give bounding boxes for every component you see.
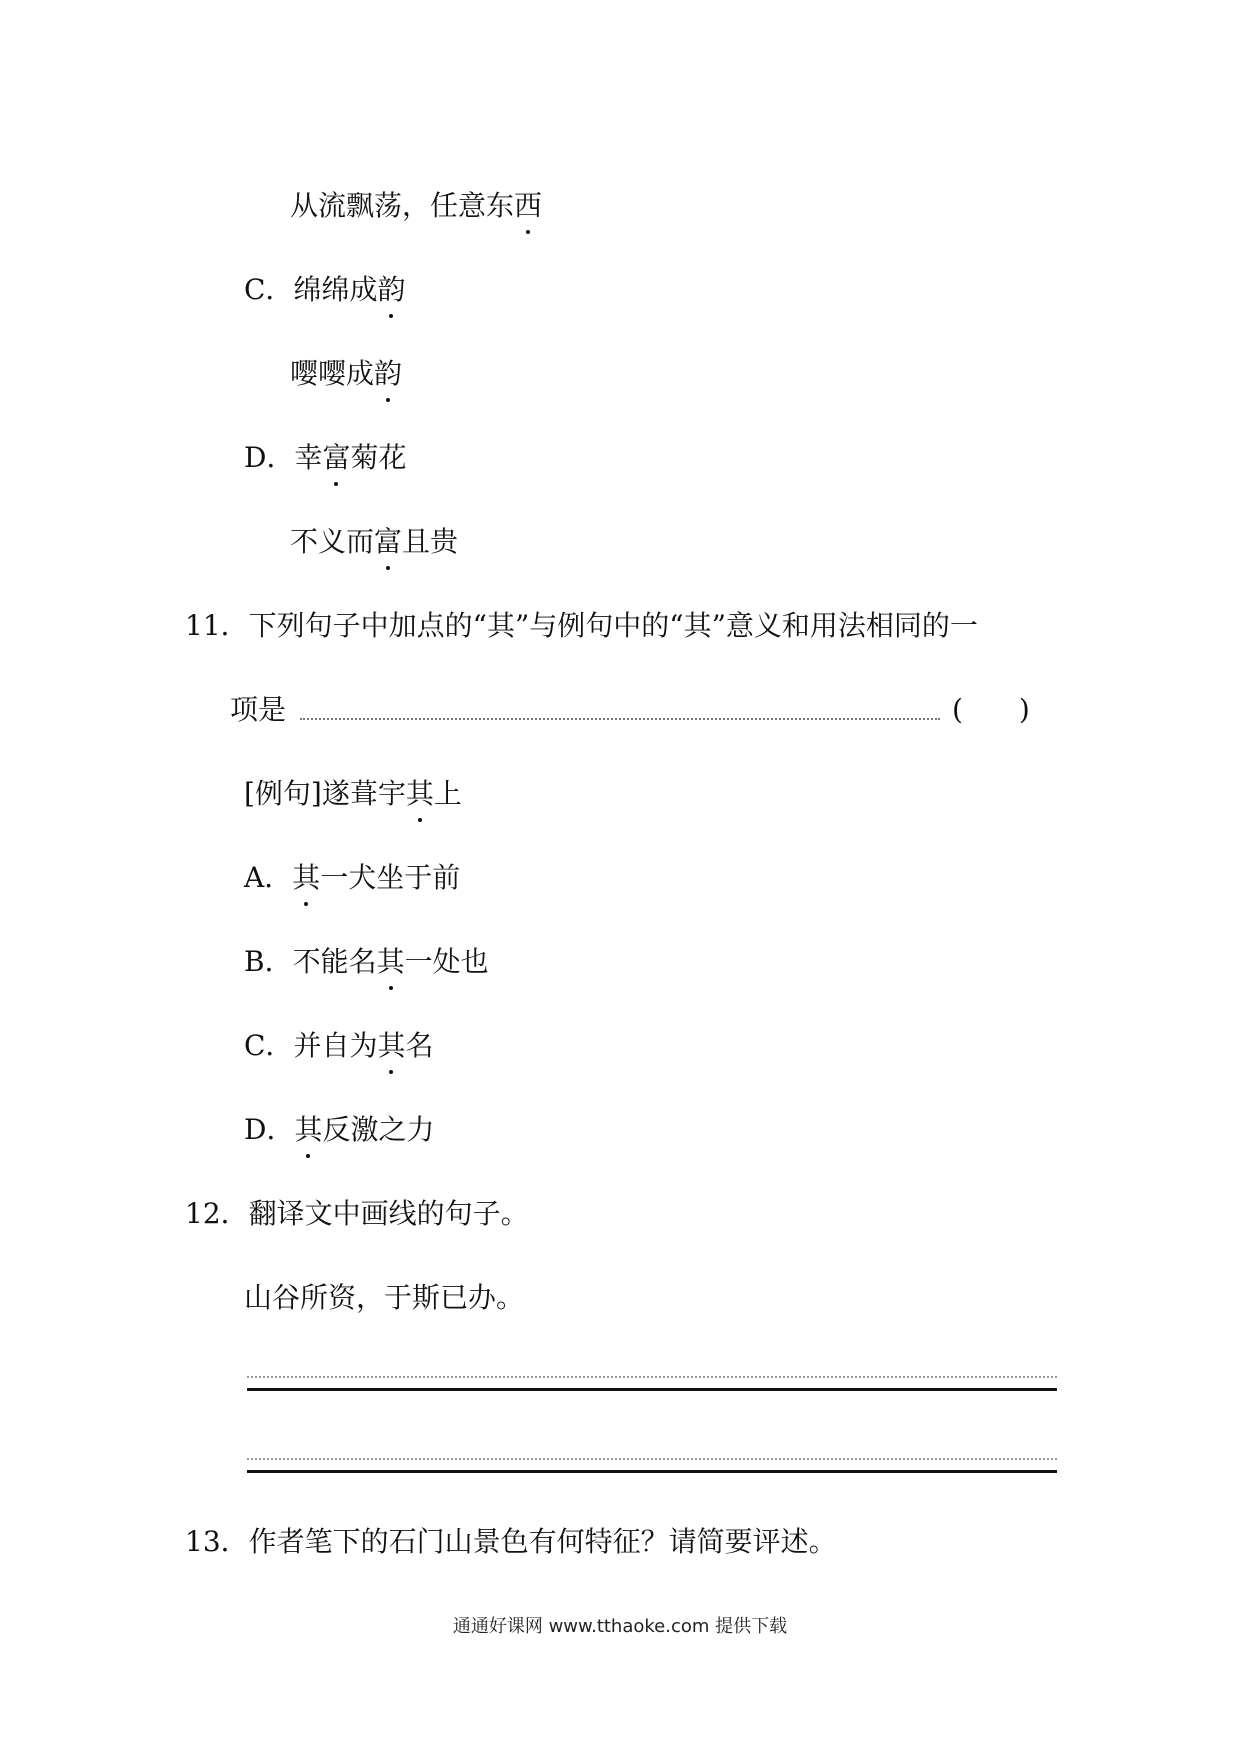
option-prefix: B．: [244, 945, 293, 978]
q11-stem-line2: [230, 690, 286, 730]
question-number: 13．: [185, 1525, 249, 1558]
dotted-char: 其: [406, 774, 434, 814]
text-segment: 嘤嘤成: [290, 357, 375, 390]
dotted-char: 其: [377, 1026, 405, 1066]
question-stem: 作者笔下的石门山景色有何特征？请简要评述。: [248, 1525, 837, 1558]
footer-credit: 通通好课网 www.tthaoke.com 提供下载: [452, 1616, 788, 1637]
q11-option-a: [244, 858, 460, 898]
q11-stem-line1: [185, 606, 978, 646]
text-segment: 且贵: [402, 525, 459, 558]
option-prefix: D．: [244, 1113, 295, 1146]
q12-sentence: [244, 1278, 524, 1318]
q11-example: [244, 774, 462, 814]
text-segment: 一犬坐于前: [320, 861, 461, 894]
q11-option-c: [244, 1026, 433, 1066]
option-prefix: C．: [244, 1029, 294, 1062]
question-number: 12．: [185, 1197, 249, 1230]
dotted-char: 其: [377, 942, 405, 982]
text-segment: 幸: [294, 441, 323, 474]
dotted-char: 其: [294, 1110, 322, 1150]
answer-leader-dots: [300, 718, 940, 720]
q10-option-d-line2: [290, 522, 458, 562]
text-segment: 反激之力: [322, 1113, 435, 1146]
dotted-char: 富: [374, 522, 402, 562]
answer-line-rule: [247, 1470, 1057, 1473]
q13-stem: [185, 1522, 837, 1562]
text-segment: 不义而: [290, 525, 375, 558]
text-segment: 从流飘荡，任意东: [290, 189, 515, 222]
answer-line-rule: [247, 1388, 1057, 1391]
dotted-char: 韵: [377, 270, 405, 310]
text-segment: 上: [433, 777, 462, 810]
q10-option-d-line1: [244, 438, 407, 478]
text-segment: 一处也: [404, 945, 489, 978]
text-segment: 菊花: [350, 441, 407, 474]
q12-stem: [185, 1194, 529, 1234]
q10-option-c-line2: [290, 354, 402, 394]
text-segment: [例句]遂葺宇: [244, 777, 406, 810]
text-segment: 名: [405, 1029, 434, 1062]
question-stem: 下列句子中加点的“其”与例句中的“其”意义和用法相同的一: [248, 609, 978, 642]
answer-line-dots: [247, 1376, 1057, 1378]
option-prefix: D．: [244, 441, 295, 474]
answer-line-dots: [247, 1458, 1057, 1460]
q11-option-b: [244, 942, 489, 982]
option-prefix: C．: [244, 273, 294, 306]
question-stem: 翻译文中画线的句子。: [248, 1197, 529, 1230]
text-segment: 绵绵成: [293, 273, 378, 306]
dotted-char: 其: [292, 858, 320, 898]
q10-option-b-line2: [290, 186, 542, 226]
dotted-char: 富: [322, 438, 350, 478]
dotted-char: 西: [514, 186, 542, 226]
dotted-char: 韵: [374, 354, 402, 394]
q10-option-c-line1: [244, 270, 405, 310]
text-segment: 不能名: [292, 945, 377, 978]
question-stem: 项是: [230, 693, 287, 726]
answer-paren[interactable]: ( ): [952, 693, 1030, 726]
q11-option-d: [244, 1110, 434, 1150]
source-sentence: 山谷所资，于斯已办。: [244, 1281, 525, 1314]
question-number: 11．: [185, 609, 249, 642]
text-segment: 并自为: [293, 1029, 378, 1062]
option-prefix: A．: [244, 861, 293, 894]
